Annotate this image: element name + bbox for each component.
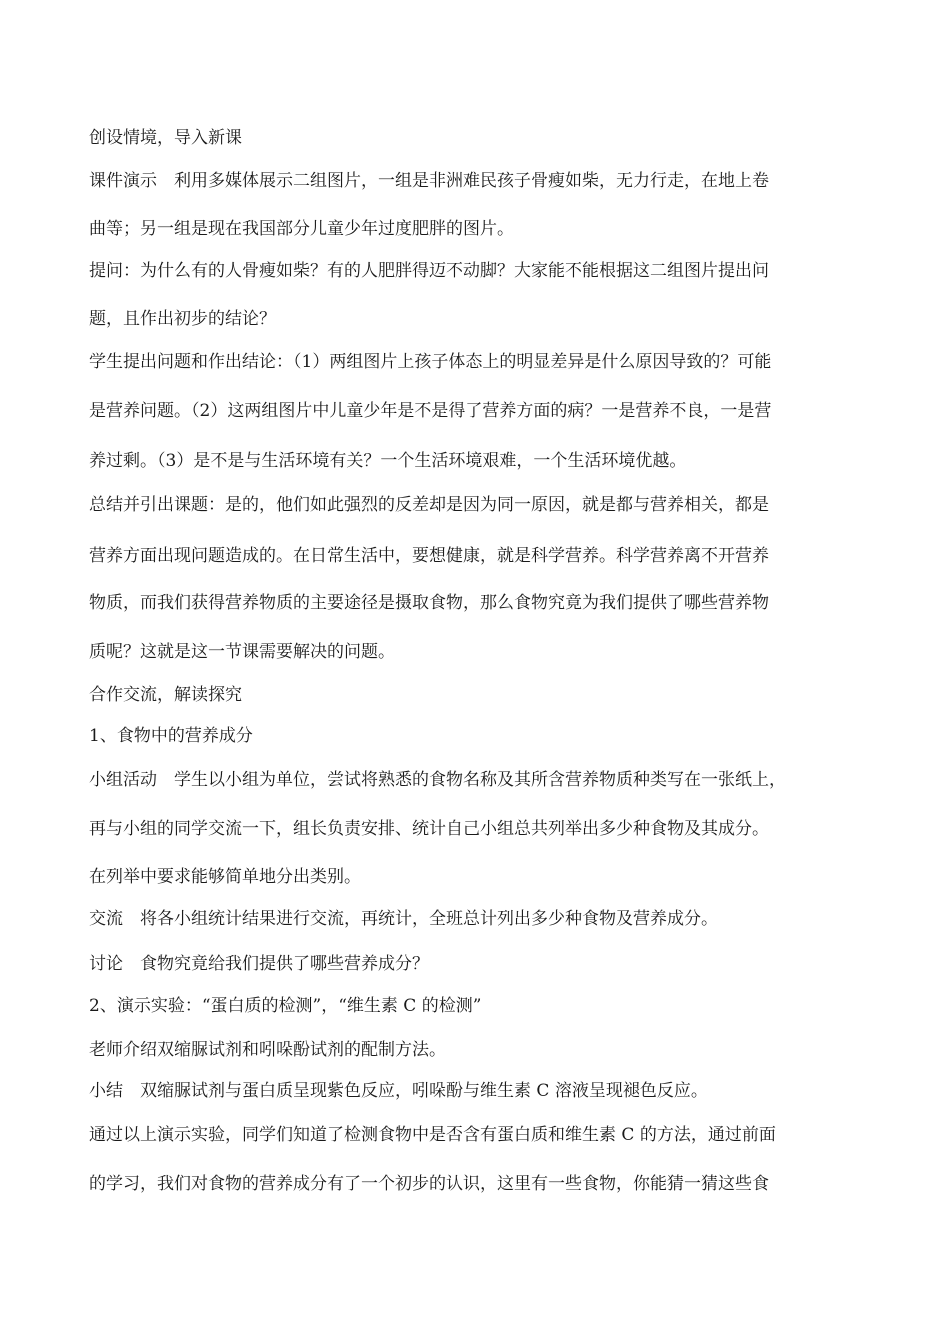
text-line: 学生提出问题和作出结论：（1）两组图片上孩子体态上的明显差异是什么原因导致的？可能: [89, 352, 772, 372]
text-line: 课件演示 利用多媒体展示二组图片，一组是非洲难民孩子骨瘦如柴，无力行走，在地上卷: [89, 171, 769, 191]
text-line: 通过以上演示实验，同学们知道了检测食物中是否含有蛋白质和维生素 C 的方法，通过前面: [89, 1125, 776, 1145]
text-line: 是营养问题。（2）这两组图片中儿童少年是不是得了营养方面的病？一是营养不良，一是营: [89, 401, 772, 421]
text-line: 小结 双缩脲试剂与蛋白质呈现紫色反应，吲哚酚与维生素 C 溶液呈现褪色反应。: [89, 1081, 708, 1101]
text-line: 创设情境，导入新课: [89, 128, 242, 148]
text-line: 题，且作出初步的结论？: [89, 309, 276, 329]
text-line: 在列举中要求能够简单地分出类别。: [89, 867, 361, 887]
text-line: 营养方面出现问题造成的。在日常生活中，要想健康，就是科学营养。科学营养离不开营养: [89, 546, 769, 566]
subsection-heading: 2、演示实验：“蛋白质的检测”，“维生素 C 的检测”: [89, 996, 482, 1016]
text-line: 小组活动 学生以小组为单位，尝试将熟悉的食物名称及其所含营养物质种类写在一张纸上，: [89, 770, 786, 790]
text-line: 总结并引出课题：是的，他们如此强烈的反差却是因为同一原因，就是都与营养相关，都是: [89, 495, 769, 515]
text-line: 交流 将各小组统计结果进行交流，再统计，全班总计列出多少种食物及营养成分。: [89, 909, 718, 929]
text-line: 养过剩。（3）是不是与生活环境有关？一个生活环境艰难，一个生活环境优越。: [89, 451, 687, 471]
text-line: 曲等；另一组是现在我国部分儿童少年过度肥胖的图片。: [89, 219, 514, 239]
text-line: 质呢？这就是这一节课需要解决的问题。: [89, 642, 395, 662]
text-line: 的学习，我们对食物的营养成分有了一个初步的认识，这里有一些食物，你能猜一猜这些食: [89, 1174, 769, 1194]
section-heading: 合作交流，解读探究: [89, 685, 242, 705]
text-line: 讨论 食物究竟给我们提供了哪些营养成分？: [89, 954, 429, 974]
text-line: 老师介绍双缩脲试剂和吲哚酚试剂的配制方法。: [89, 1040, 446, 1060]
text-line: 再与小组的同学交流一下，组长负责安排、统计自己小组总共列举出多少种食物及其成分。: [89, 819, 769, 839]
text-line: 物质，而我们获得营养物质的主要途径是摄取食物，那么食物究竟为我们提供了哪些营养物: [89, 593, 769, 613]
subsection-heading: 1、食物中的营养成分: [89, 726, 253, 746]
text-line: 提问：为什么有的人骨瘦如柴？有的人肥胖得迈不动脚？大家能不能根据这二组图片提出问: [89, 261, 769, 281]
